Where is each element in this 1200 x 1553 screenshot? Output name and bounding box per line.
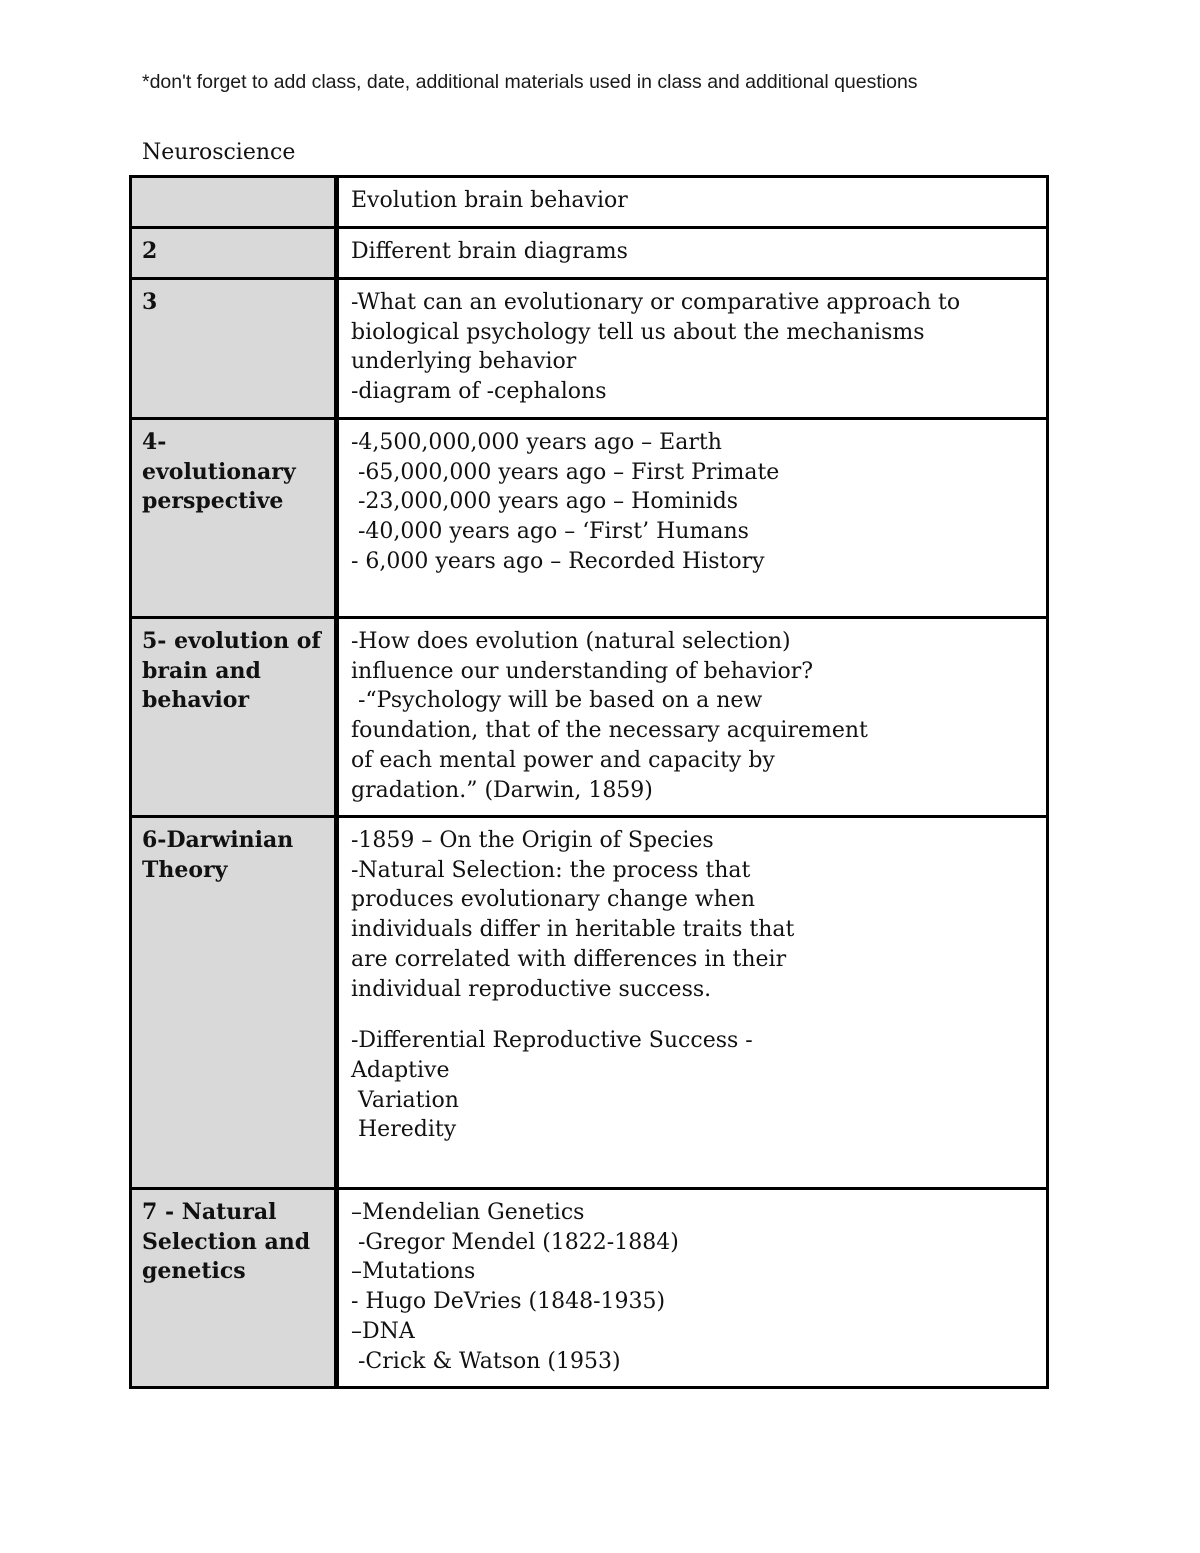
table-row (131, 618, 1048, 817)
notes-cell (337, 228, 1048, 279)
table-row (131, 228, 1048, 279)
note-line: of each mental power and capacity by (351, 747, 775, 773)
table-row (131, 817, 1048, 1189)
lecture-cell: 7 - Natural Selection and genetics (131, 1189, 337, 1388)
note-line: influence our understanding of behavior? (351, 658, 814, 684)
note-line: -65,000,000 years ago – First Primate (351, 459, 780, 485)
note-line: –Mendelian Genetics (351, 1200, 585, 1225)
note-line: -4,500,000,000 years ago – Earth (351, 430, 722, 455)
note-line: Different brain diagrams (351, 239, 628, 264)
lecture-cell: 5- evolution of brain and behavior (131, 618, 337, 817)
note-line: individual reproductive success. (351, 976, 712, 1002)
note-line: - 6,000 years ago – Recorded History (351, 548, 765, 574)
note-line: -How does evolution (natural selection) (351, 629, 791, 654)
note-line: Adaptive (351, 1057, 450, 1083)
lecture-cell (131, 177, 337, 228)
notes-cell (337, 618, 1048, 817)
note-line: -1859 – On the Origin of Species (351, 828, 714, 853)
note-line: -Gregor Mendel (1822-1884) (351, 1229, 679, 1255)
table-row (131, 1189, 1048, 1388)
notes-cell (337, 279, 1048, 419)
note-line: -Differential Reproductive Success - (351, 1028, 753, 1054)
table-row (131, 419, 1048, 618)
note-line: -What can an evolutionary or comparative approach to (351, 290, 961, 315)
note-line: -Crick & Watson (1953) (351, 1348, 621, 1374)
note-line: individuals differ in heritable traits that (351, 917, 795, 943)
note-line: - Hugo DeVries (1848-1935) (351, 1289, 666, 1315)
note-line: are correlated with differences in their (351, 946, 787, 972)
note-line: -Natural Selection: the process that (351, 857, 751, 883)
table-row (131, 279, 1048, 419)
note-line: Evolution brain behavior (351, 188, 628, 213)
note-line: -40,000 years ago – ‘First’ Humans (351, 519, 749, 545)
lecture-cell: 4- evolutionary perspective (131, 419, 337, 618)
note-line: -23,000,000 years ago – Hominids (351, 489, 739, 515)
note-line: -diagram of -cephalons (351, 379, 607, 405)
document-title: Neuroscience (142, 140, 296, 165)
note-line: produces evolutionary change when (351, 887, 756, 913)
lecture-cell: 2 (131, 228, 337, 279)
note-line: –Mutations (351, 1259, 476, 1285)
table-row (131, 177, 1048, 228)
note-line: Variation (351, 1087, 459, 1113)
paragraph-spacer (351, 1004, 1036, 1026)
note-line: -“Psychology will be based on a new (351, 688, 763, 714)
note-line: biological psychology tell us about the mechanisms (351, 319, 925, 345)
lecture-cell: 3 (131, 279, 337, 419)
note-line: gradation.” (Darwin, 1859) (351, 777, 653, 803)
cornell-notes-table (129, 175, 1049, 1389)
note-line: underlying behavior (351, 349, 577, 375)
notes-cell (337, 817, 1048, 1189)
lecture-cell: 6-Darwinian Theory (131, 817, 337, 1189)
notes-cell (337, 1189, 1048, 1388)
notes-cell (337, 177, 1048, 228)
note-line: foundation, that of the necessary acquirement (351, 718, 868, 744)
note-line: –DNA (351, 1318, 415, 1344)
notes-cell (337, 419, 1048, 618)
note-line: Heredity (351, 1117, 457, 1143)
header-reminder-note: *don't forget to add class, date, additional materials used in class and additional questions (142, 71, 918, 93)
